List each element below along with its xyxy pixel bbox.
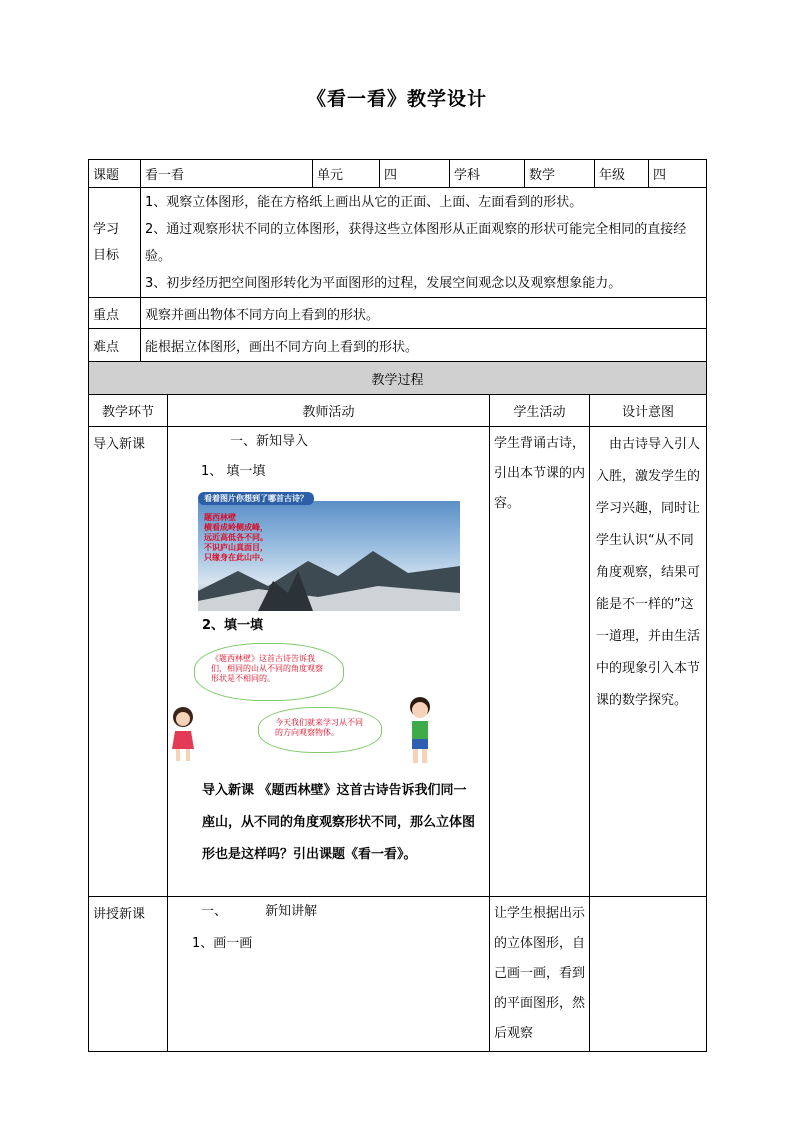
intro-teacher-activity — [168, 427, 490, 897]
process-title: 教学过程 — [89, 362, 707, 395]
difficulty-text: 能根据立体图形，画出不同方向上看到的形状。 — [141, 329, 707, 362]
difficulty-row — [89, 329, 707, 362]
poem-image — [198, 494, 460, 611]
subject-value: 数学 — [525, 160, 595, 188]
speech-bubble-2: 今天我们就来学习从不同的方向观察物体。 — [258, 707, 382, 753]
goal-item: 2、通过观察形状不同的立体图形，获得这些立体图形从正面观察的形状可能完全相同的直接经验。 — [145, 221, 687, 264]
intro-sub2: 2、填一填 — [202, 618, 264, 633]
teach-heading: 一、 新知讲解 — [201, 904, 318, 919]
intro-heading: 一、新知导入 — [230, 434, 309, 449]
goals-row — [89, 188, 707, 298]
teach-stage: 讲授新课 — [89, 897, 168, 1052]
unit-label: 单元 — [313, 160, 380, 188]
key-point-label: 重点 — [89, 298, 141, 329]
subject-label: 学科 — [450, 160, 525, 188]
key-point-text: 观察并画出物体不同方向上看到的形状。 — [141, 298, 707, 329]
header-design: 设计意图 — [590, 395, 707, 427]
teach-design-intent — [590, 897, 707, 1052]
intro-design-intent: 由古诗导入引人入胜，激发学生的学习兴趣，同时让学生认识“从不同角度观察，结果可能是不一样的”这一道理，并由生活中的现象引入本节课的数学探究。 — [590, 427, 707, 897]
page-title: 《看一看》教学设计 — [306, 88, 487, 110]
goal-item: 1、观察立体图形，能在方格纸上画出从它的正面、上面、左面看到的形状。 — [145, 194, 583, 210]
goals-label: 学习 目标 — [89, 188, 141, 298]
grade-value: 四 — [649, 160, 707, 188]
difficulty-label: 难点 — [89, 329, 141, 362]
topic-value: 看一看 — [141, 160, 313, 188]
boy-icon — [404, 695, 436, 767]
speech-bubble-1: 《题西林壁》这首古诗告诉我们，相同的山从不同的角度观察形状是不相同的。 — [194, 643, 344, 701]
lesson-plan-table — [88, 159, 706, 1052]
key-point-row — [89, 298, 707, 329]
teach-student-activity: 让学生根据出示的立体图形，自己画一画，看到的平面图形，然后观察 — [490, 897, 590, 1052]
teach-teacher-activity — [168, 897, 490, 1052]
grade-label: 年级 — [595, 160, 649, 188]
goals-content — [141, 188, 707, 298]
unit-value: 四 — [380, 160, 450, 188]
intro-sub1: 1、 填一填 — [201, 464, 266, 479]
teach-sub1: 1、画一画 — [192, 936, 253, 951]
header-stage: 教学环节 — [89, 395, 168, 427]
cartoon-scene — [168, 635, 489, 775]
intro-summary: 导入新课 《题西林壁》这首古诗告诉我们同一座山，从不同的角度观察形状不同，那么立体图形也是这样吗？引出课题《看一看》。 — [202, 783, 476, 862]
topic-label: 课题 — [89, 160, 141, 188]
intro-stage: 导入新课 — [89, 427, 168, 897]
goal-item: 3、初步经历把空间图形转化为平面图形的过程，发展空间观念以及观察想象能力。 — [145, 275, 622, 291]
girl-icon — [168, 705, 198, 765]
intro-row — [89, 427, 707, 897]
intro-student-activity: 学生背诵古诗，引出本节课的内容。 — [490, 427, 590, 897]
teach-row — [89, 897, 707, 1052]
poem-text: 题西林壁 横看成岭侧成峰， 远近高低各不同。 不识庐山真面目， 只缘身在此山中。 — [204, 513, 268, 562]
header-student: 学生活动 — [490, 395, 590, 427]
process-header-row — [89, 395, 707, 427]
header-teacher: 教师活动 — [168, 395, 490, 427]
image-banner: 看着图片你想到了哪首古诗？ — [198, 492, 314, 505]
info-row — [89, 160, 707, 188]
